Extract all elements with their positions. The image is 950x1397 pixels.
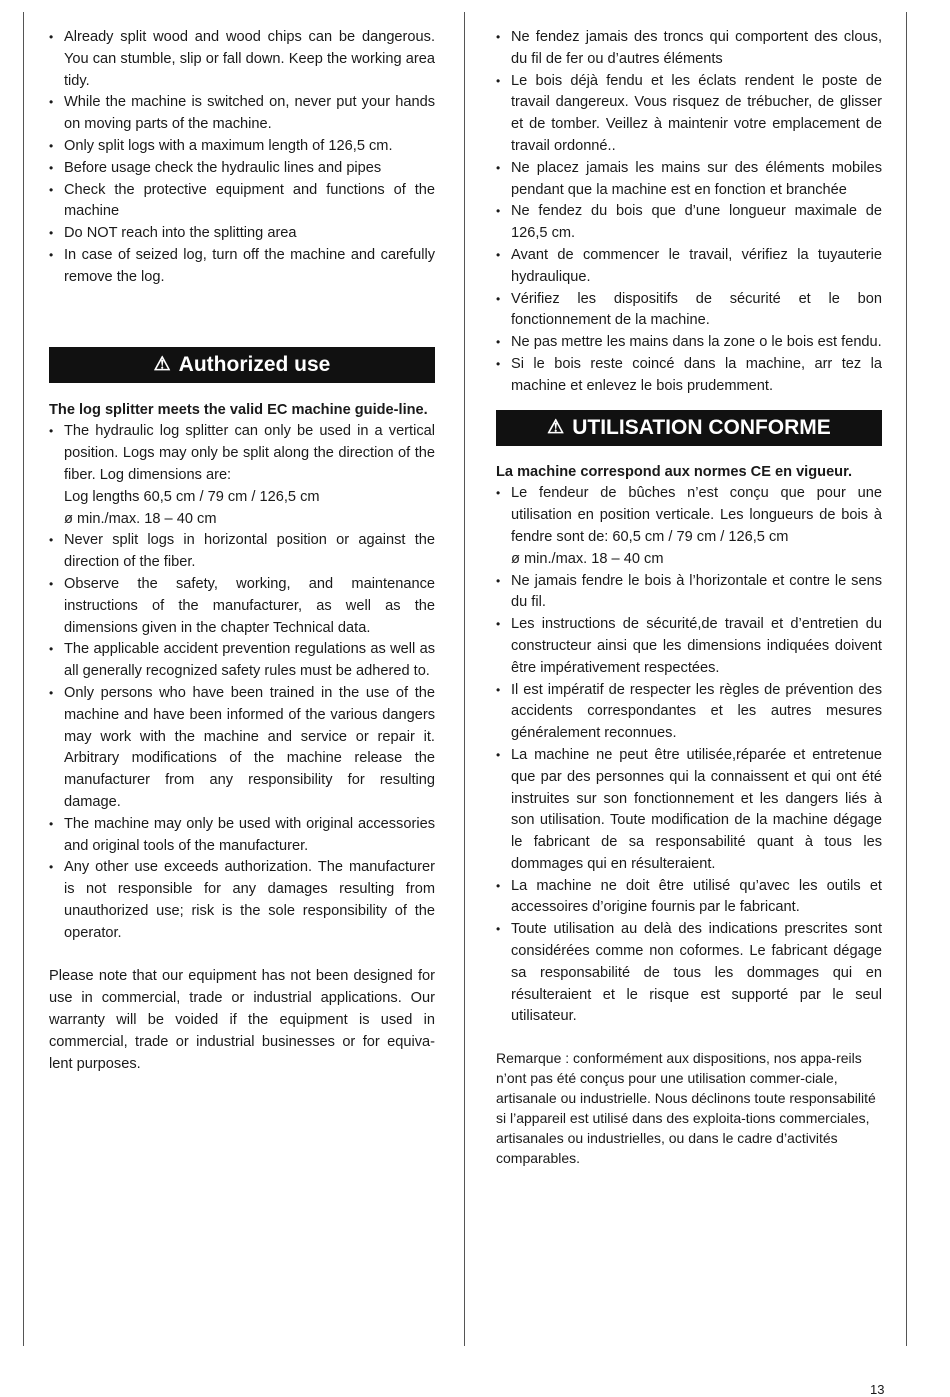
list-item: • Observe the safety, working, and maintenance instructions of the manufacturer, as well as the dimensions given in the chapter Technical data. [49, 574, 435, 639]
section-lead: La machine correspond aux normes CE en vigueur. [496, 463, 853, 480]
list-item: • While the machine is switched on, never put your hands on moving parts of the machine. [49, 92, 435, 136]
list-item: • The machine may only be used with original accessories and original tools of the manufacturer. [49, 814, 435, 858]
list-item-subline: ø min./max. 18 – 40 cm [64, 510, 217, 527]
french-column [496, 27, 882, 1168]
list-item [49, 421, 435, 530]
list-item: • Never split logs in horizontal position or against the direction of the fiber. [49, 530, 435, 574]
page-number: 13 [870, 1382, 885, 1397]
section-lead: The log splitter meets the valid EC machine guide-line. [49, 401, 428, 418]
list-item: • Only split logs with a maximum length of 126,5 cm. [49, 136, 435, 158]
list-item: • Ne pas mettre les mains dans la zone o le bois est fendu. [496, 332, 882, 354]
list-item: • La machine ne doit être utilisé qu’avec les outils et accessoires d’origine fournis par le fabricant. [496, 876, 882, 920]
warning-triangle-icon: ⚠ [547, 416, 565, 438]
center-rule [464, 12, 465, 1346]
warning-triangle-icon: ⚠ [153, 353, 171, 375]
section-banner [49, 347, 435, 383]
list-item: • La machine ne peut être utilisée,réparée et entretenue que par des personnes qui la connaissent et qui ont été instruites sur son fonctionnement et les dangers liés à son utilisation. Toute modification de la machine dégage le fabricant de sa responsabilité quant à tous les dommages qui en résulteraient. [496, 745, 882, 876]
list-item: • Before usage check the hydraulic lines and pipes [49, 158, 435, 180]
list-item: • Les instructions de sécurité,de travail et d’entretien du constructeur ainsi que les dimensions indiquées doivent être impérativement respectées. [496, 614, 882, 679]
list-item: • Ne jamais fendre le bois à l’horizontale et contre le sens du fil. [496, 571, 882, 615]
list-item: • Ne fendez du bois que d’une longueur maximale de 126,5 cm. [496, 201, 882, 245]
list-item: • The applicable accident prevention regulations as well as all generally recognized safety rules must be adhered to. [49, 639, 435, 683]
section-banner [496, 410, 882, 446]
list-item: • Check the protective equipment and functions of the machine [49, 180, 435, 224]
list-item: • Ne placez jamais les mains sur des éléments mobiles pendant que la machine est en fonction et branchée [496, 158, 882, 202]
list-item: • In case of seized log, turn off the machine and carefully remove the log. [49, 245, 435, 289]
list-item: • Ne fendez jamais des troncs qui comportent des clous, du fil de fer ou d’autres éléments [496, 27, 882, 71]
english-column [49, 27, 435, 1075]
commercial-note: Remarque : conformément aux dispositions, nos appa-reils n’ont pas été conçus pour une utilisation commer-ciale, artisanale ou industrielle. Nous déclinons toute responsabilité si l’appareil est utilisé dans des exploita-tions commerciales, artisanales ou industrielles, ou dans le cadre d’activités comparables. [496, 1050, 876, 1167]
use-list [49, 421, 435, 944]
list-item-text: The hydraulic log splitter can only be used in a vertical position. Logs may only be split along the direction of the fiber. Log dimensions are: [64, 423, 435, 483]
list-item: • Do NOT reach into the splitting area [49, 223, 435, 245]
use-list [496, 483, 882, 1028]
list-item-text: Le fendeur de bûches n’est conçu que pour une utilisation en position verticale. Les longueurs de bois à fendre sont de: 60,5 cm / 79 cm / 126,5 cm [511, 485, 882, 545]
list-item: • Il est impératif de respecter les règles de prévention des accidents correspondantes et les autres mesures généralement reconnues. [496, 680, 882, 745]
section-title: UTILISATION CONFORME [572, 415, 831, 439]
left-rule [23, 12, 24, 1346]
list-item: • Already split wood and wood chips can be dangerous. You can stumble, slip or fall down. Keep the working area tidy. [49, 27, 435, 92]
right-rule [906, 12, 907, 1346]
list-item: • Si le bois reste coincé dans la machine, arr tez la machine et enlevez le bois prudemment. [496, 354, 882, 398]
safety-list [49, 27, 435, 289]
list-item-subline: Log lengths 60,5 cm / 79 cm / 126,5 cm [64, 488, 320, 505]
list-item: • Le bois déjà fendu et les éclats rendent le poste de travail dangereux. Vous risquez de trébucher, de glisser et de tomber. Veillez à maintenir votre emplacement de travail ordonné.. [496, 71, 882, 158]
list-item: • Any other use exceeds authorization. The manufacturer is not responsible for any damages resulting from unauthorized use; risk is the sole responsibility of the operator. [49, 857, 435, 944]
list-item-subline: ø min./max. 18 – 40 cm [511, 550, 664, 567]
commercial-note: Please note that our equipment has not been designed for use in commercial, trade or industrial applications. Our warranty will be voided if the equipment is used in commercial, trade or industrial businesses or for equiva-lent purposes. [49, 968, 435, 1072]
list-item: • Avant de commencer le travail, vérifiez la tuyauterie hydraulique. [496, 245, 882, 289]
safety-list [496, 27, 882, 398]
list-item [496, 483, 882, 570]
list-item: • Only persons who have been trained in the use of the machine and have been informed of the various dangers may work with the machine and service or repair it. Arbitrary modifications of the machine release the manufacturer from any responsibility for resulting damage. [49, 683, 435, 814]
section-title: Authorized use [178, 352, 331, 376]
list-item: • Toute utilisation au delà des indications prescrites sont considérées comme non coformes. Le fabricant dégage sa responsabilité de tous les dommages qui en résulteraient et le risque est supporté par le seul utilisateur. [496, 919, 882, 1028]
list-item: • Vérifiez les dispositifs de sécurité et le bon fonctionnement de la machine. [496, 289, 882, 333]
